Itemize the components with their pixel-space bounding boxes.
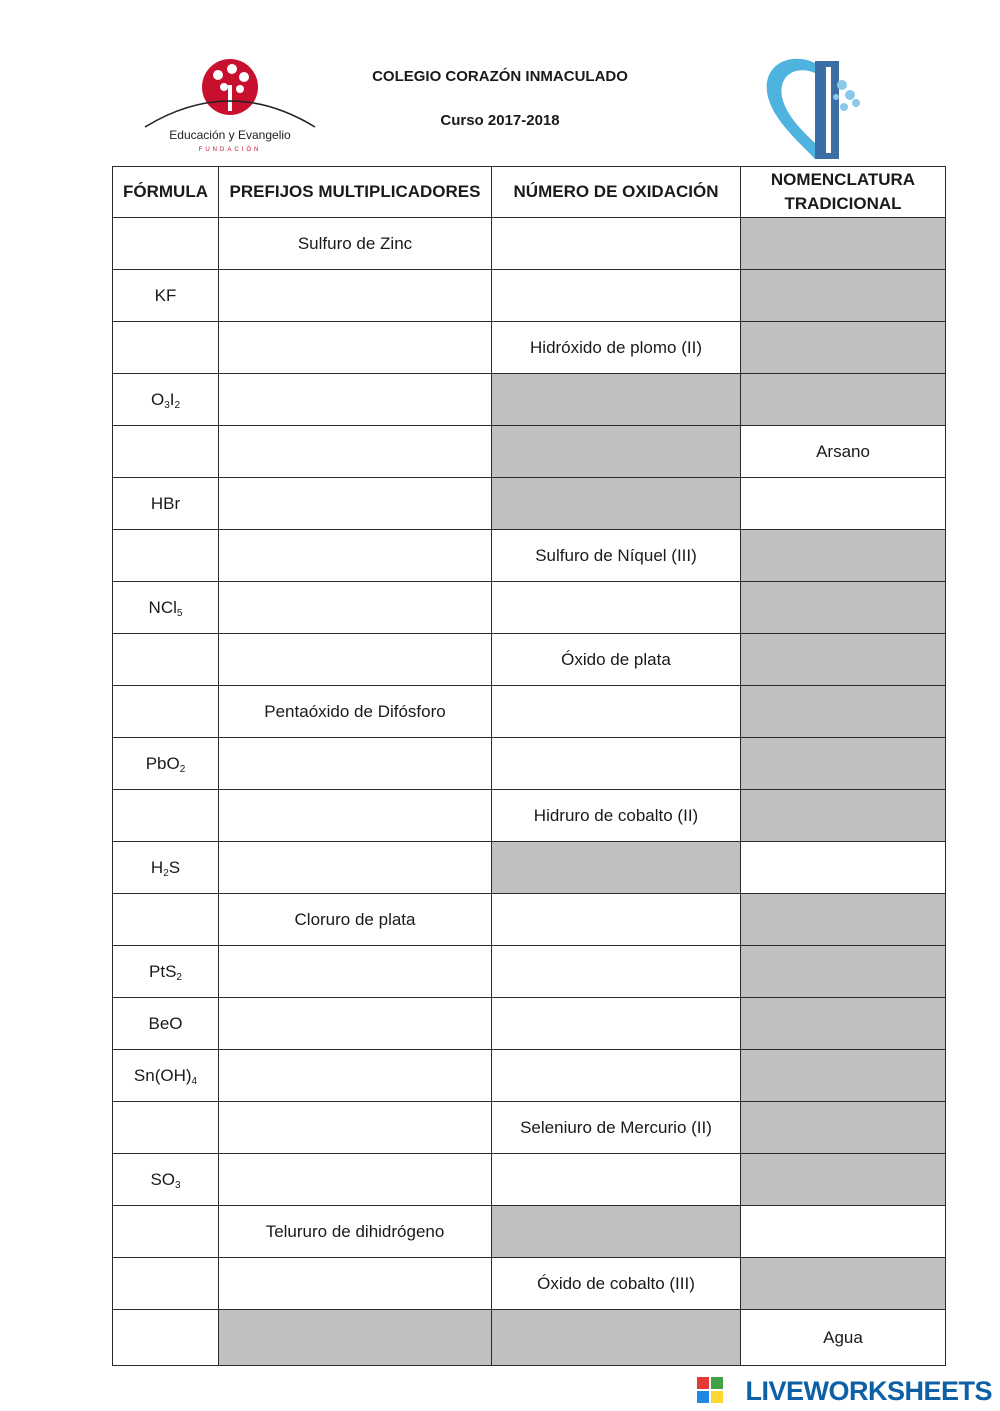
cell-traditional-disabled (741, 738, 946, 790)
cell-text: Arsano (816, 441, 870, 461)
cell-oxidation-number-disabled (492, 374, 741, 426)
cell-text: Sulfuro de Níquel (III) (535, 545, 697, 565)
table-row (113, 1050, 946, 1102)
chemical-formula (149, 962, 182, 981)
formula-symbol: I (169, 389, 175, 409)
cell-prefixes-answer[interactable] (219, 946, 492, 998)
cell-prefixes-answer[interactable] (219, 634, 492, 686)
cell-oxidation-number-disabled (492, 478, 741, 530)
formula-subscript: 3 (164, 399, 170, 411)
cell-text: Pentaóxido de Difósforo (264, 701, 446, 721)
nomenclature-worksheet-table (112, 166, 946, 1366)
cell-traditional-answer[interactable] (741, 842, 946, 894)
cell-text: Óxido de plata (561, 649, 671, 669)
cell-text: Agua (823, 1327, 863, 1347)
cell-text: Cloruro de plata (294, 909, 416, 929)
cell-formula-answer[interactable] (113, 894, 219, 946)
table-row (113, 686, 946, 738)
cell-formula (113, 738, 219, 790)
cell-prefixes-disabled (219, 1310, 492, 1366)
school-year: Curso 2017-2018 (440, 112, 560, 129)
table-row (113, 998, 946, 1050)
formula-symbol: Sn(OH) (133, 1065, 192, 1085)
logo-text: Educación y Evangelio (169, 128, 291, 142)
cell-formula-answer[interactable] (113, 530, 219, 582)
table-row (113, 946, 946, 998)
cell-traditional-disabled (741, 1258, 946, 1310)
cell-prefixes (219, 686, 492, 738)
table-row (113, 374, 946, 426)
cell-prefixes-answer[interactable] (219, 478, 492, 530)
cell-prefixes-answer[interactable] (219, 582, 492, 634)
cell-formula-answer[interactable] (113, 1310, 219, 1366)
cell-traditional-answer[interactable] (741, 478, 946, 530)
cell-oxidation-number-answer[interactable] (492, 738, 741, 790)
formula-subscript: 2 (163, 867, 169, 879)
cell-prefixes-answer[interactable] (219, 790, 492, 842)
school-name: COLEGIO CORAZÓN INMACULADO (372, 68, 628, 85)
table-header-row (113, 167, 946, 218)
cell-text: Hidruro de cobalto (II) (533, 805, 699, 825)
cell-traditional (741, 426, 946, 478)
cell-oxidation-number-answer[interactable] (492, 1050, 741, 1102)
cell-formula-answer[interactable] (113, 218, 219, 270)
cell-formula-answer[interactable] (113, 322, 219, 374)
cell-formula (113, 1154, 219, 1206)
table-row (113, 218, 946, 270)
cell-prefixes-answer[interactable] (219, 270, 492, 322)
table-row (113, 1258, 946, 1310)
cell-traditional-disabled (741, 374, 946, 426)
table-row (113, 634, 946, 686)
cell-oxidation-number (492, 1102, 741, 1154)
cell-formula-answer[interactable] (113, 1258, 219, 1310)
table-row (113, 322, 946, 374)
cell-oxidation-number (492, 1258, 741, 1310)
cell-traditional-disabled (741, 790, 946, 842)
cell-oxidation-number-answer[interactable] (492, 270, 741, 322)
cell-prefixes-answer[interactable] (219, 1050, 492, 1102)
cell-formula-answer[interactable] (113, 426, 219, 478)
cell-text: Óxido de cobalto (III) (537, 1273, 695, 1293)
cell-oxidation-number-answer[interactable] (492, 946, 741, 998)
cell-traditional (741, 1310, 946, 1366)
cell-formula (113, 374, 219, 426)
chemical-formula (151, 390, 180, 409)
cell-formula (113, 1050, 219, 1102)
table-row (113, 478, 946, 530)
formula-symbol: H (150, 857, 164, 877)
cell-formula-answer[interactable] (113, 634, 219, 686)
cell-text: Hidróxido de plomo (II) (530, 337, 702, 357)
cell-oxidation-number-answer[interactable] (492, 218, 741, 270)
cell-oxidation-number-disabled (492, 1206, 741, 1258)
table-row (113, 270, 946, 322)
table-row (113, 582, 946, 634)
cell-formula (113, 478, 219, 530)
formula-symbol: NCl (148, 597, 177, 617)
cell-formula (113, 270, 219, 322)
cell-traditional-disabled (741, 1102, 946, 1154)
cell-text: Telururo de dihidrógeno (265, 1221, 445, 1241)
cell-traditional-disabled (741, 582, 946, 634)
liveworksheets-logo-icon (697, 1377, 723, 1403)
table-row (113, 1310, 946, 1366)
cell-oxidation-number-answer[interactable] (492, 1154, 741, 1206)
cell-formula-answer[interactable] (113, 686, 219, 738)
formula-subscript: 5 (176, 607, 183, 619)
chemical-formula (134, 1066, 197, 1085)
col-header-prefixes: PREFIJOS MULTIPLICADORES (219, 167, 492, 218)
cell-text: HBr (150, 493, 181, 513)
cell-oxidation-number (492, 322, 741, 374)
cell-text: KF (154, 285, 177, 305)
cell-prefixes-answer[interactable] (219, 374, 492, 426)
cell-oxidation-number-disabled (492, 426, 741, 478)
col-header-oxidation-number: NÚMERO DE OXIDACIÓN (492, 167, 741, 218)
cell-traditional-disabled (741, 530, 946, 582)
cell-text: Seleniuro de Mercurio (II) (520, 1117, 712, 1137)
table-row (113, 842, 946, 894)
cell-traditional-disabled (741, 946, 946, 998)
cell-prefixes-answer[interactable] (219, 738, 492, 790)
cell-prefixes (219, 894, 492, 946)
formula-symbol: S (168, 857, 181, 877)
cell-prefixes-answer[interactable] (219, 1154, 492, 1206)
formula-subscript: 2 (176, 971, 182, 983)
cell-oxidation-number-answer[interactable] (492, 998, 741, 1050)
cell-traditional-disabled (741, 894, 946, 946)
formula-subscript: 2 (174, 399, 181, 411)
cell-formula-answer[interactable] (113, 1102, 219, 1154)
table-row (113, 894, 946, 946)
cell-traditional-answer[interactable] (741, 1206, 946, 1258)
chemical-formula (151, 858, 180, 877)
cell-oxidation-number (492, 634, 741, 686)
liveworksheets-watermark: LIVEWORKSHEETS (745, 1376, 992, 1406)
cell-traditional-disabled (741, 270, 946, 322)
cell-traditional-disabled (741, 998, 946, 1050)
formula-symbol: PtS (149, 961, 177, 981)
cell-oxidation-number-answer[interactable] (492, 686, 741, 738)
table-row (113, 530, 946, 582)
cell-oxidation-number (492, 530, 741, 582)
cell-prefixes-answer[interactable] (219, 426, 492, 478)
cell-prefixes-answer[interactable] (219, 842, 492, 894)
cell-oxidation-number-answer[interactable] (492, 894, 741, 946)
chemical-formula (149, 598, 183, 617)
formula-subscript: 4 (191, 1075, 198, 1087)
cell-oxidation-number-disabled (492, 842, 741, 894)
cell-traditional-disabled (741, 218, 946, 270)
table-row (113, 1154, 946, 1206)
cell-traditional-disabled (741, 1050, 946, 1102)
cell-prefixes-answer[interactable] (219, 530, 492, 582)
cell-traditional-disabled (741, 686, 946, 738)
formula-symbol: O (150, 389, 165, 409)
chemical-formula (150, 1170, 180, 1189)
cell-formula-answer[interactable] (113, 1206, 219, 1258)
col-header-traditional: NOMENCLATURA TRADICIONAL (741, 167, 946, 218)
formula-symbol: SO (150, 1169, 175, 1189)
table-row (113, 738, 946, 790)
logo-subtext: FUNDACIÓN (198, 147, 262, 153)
cell-prefixes-answer[interactable] (219, 1258, 492, 1310)
cell-oxidation-number (492, 790, 741, 842)
table-row (113, 1206, 946, 1258)
col-header-formula: FÓRMULA (113, 167, 219, 218)
cell-prefixes-answer[interactable] (219, 998, 492, 1050)
cell-formula-answer[interactable] (113, 790, 219, 842)
table-row (113, 790, 946, 842)
table-row (113, 426, 946, 478)
cell-prefixes (219, 218, 492, 270)
chemical-formula (146, 754, 186, 773)
cell-prefixes-answer[interactable] (219, 1102, 492, 1154)
cell-oxidation-number-answer[interactable] (492, 582, 741, 634)
cell-oxidation-number-disabled (492, 1310, 741, 1366)
cell-text: Sulfuro de Zinc (297, 233, 413, 253)
cell-traditional-disabled (741, 634, 946, 686)
cell-traditional-disabled (741, 322, 946, 374)
cell-formula (113, 582, 219, 634)
cell-text: BeO (148, 1013, 183, 1033)
cell-formula (113, 842, 219, 894)
formula-subscript: 2 (179, 763, 186, 775)
formula-symbol: PbO (145, 753, 180, 773)
table-row (113, 1102, 946, 1154)
cell-prefixes-answer[interactable] (219, 322, 492, 374)
cell-traditional-disabled (741, 1154, 946, 1206)
cell-formula (113, 998, 219, 1050)
formula-subscript: 3 (175, 1179, 181, 1191)
cell-formula (113, 946, 219, 998)
cell-prefixes (219, 1206, 492, 1258)
